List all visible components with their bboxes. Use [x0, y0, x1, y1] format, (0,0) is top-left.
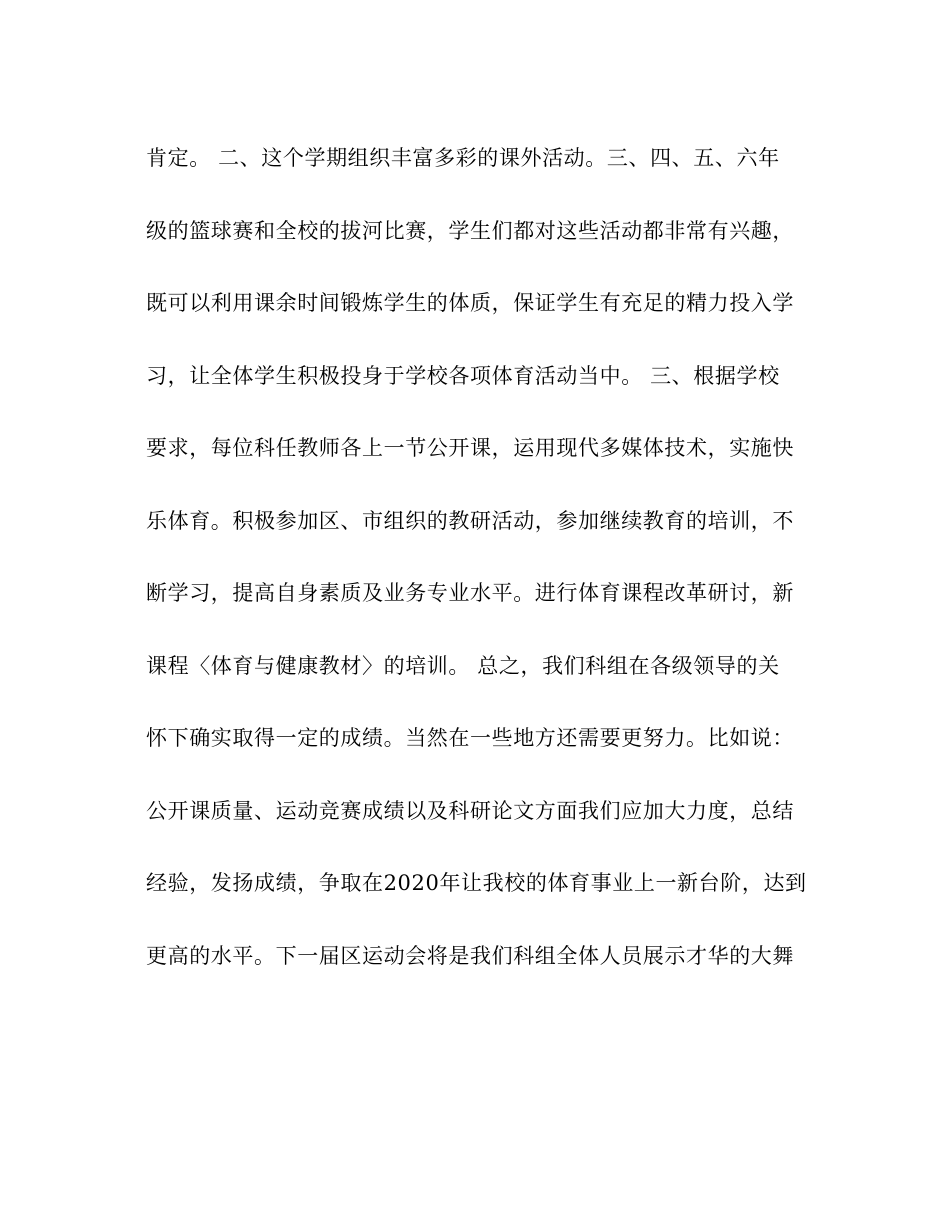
text-line-12: 更高的水平。下一届区运动会将是我们科组全体人员展示才华的大舞	[146, 943, 794, 968]
text-line-10: 公开课质量、运动竞赛成绩以及科研论文方面我们应加大力度，总结	[146, 798, 794, 823]
text-line-2: 级的篮球赛和全校的拔河比赛，学生们都对这些活动都非常有兴趣，	[146, 218, 794, 243]
text-line-5: 要求，每位科任教师各上一节公开课，运用现代多媒体技术，实施快	[146, 436, 794, 460]
text-line-11: 经验，发扬成绩，争取在2020年让我校的体育事业上一新台阶，达到	[146, 871, 807, 895]
text-line-9: 怀下确实取得一定的成绩。当然在一些地方还需要更努力。比如说：	[146, 726, 794, 750]
body-text	[146, 140, 826, 1010]
text-line-6: 乐体育。积极参加区、市组织的教研活动，参加继续教育的培训，不	[146, 508, 794, 533]
text-line-1: 肯定。 二、这个学期组织丰富多彩的课外活动。三、四、五、六年	[146, 146, 780, 170]
text-line-3: 既可以利用课余时间锻炼学生的体质，保证学生有充足的精力投入学	[146, 291, 794, 315]
text-line-4: 习，让全体学生积极投身于学校各项体育活动当中。 三、根据学校	[146, 363, 780, 388]
text-line-7: 断学习，提高自身素质及业务专业水平。进行体育课程改革研讨，新	[146, 581, 794, 605]
text-line-8: 课程〈体育与健康教材〉的培训。 总之，我们科组在各级领导的关	[146, 653, 780, 678]
